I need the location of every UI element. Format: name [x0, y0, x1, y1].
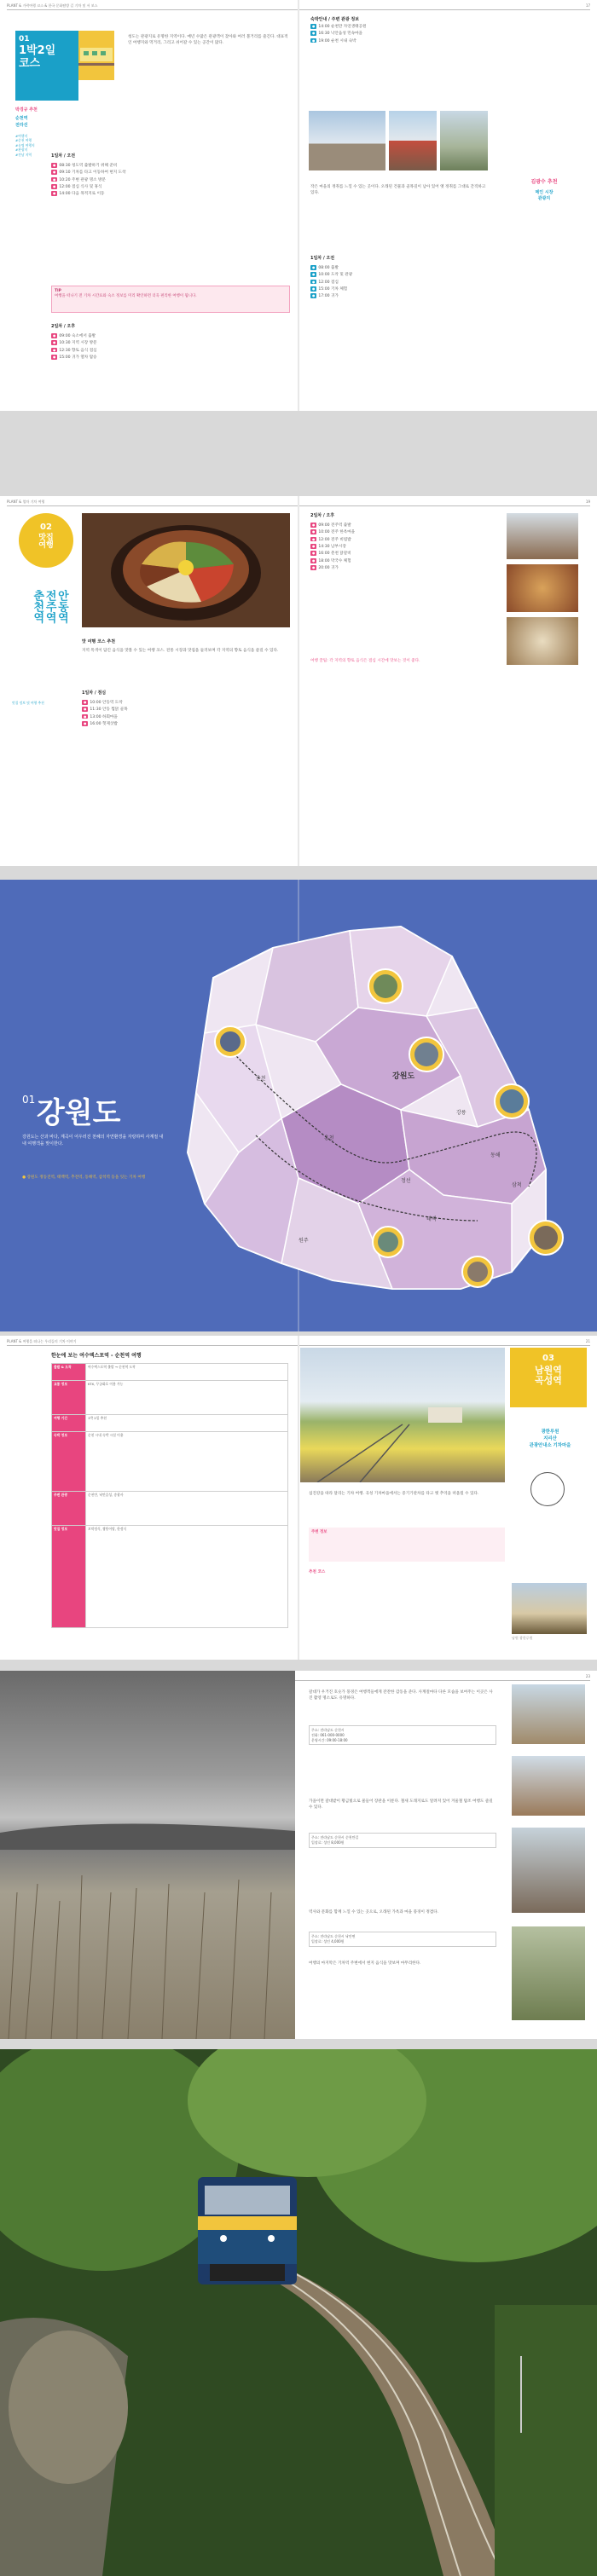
day1-title: 1일차 / 오전	[51, 153, 76, 159]
day1-section	[51, 153, 290, 199]
side-label-sub: 순천역 전라선	[15, 116, 28, 128]
village-photo	[440, 111, 488, 170]
course-title: 1박2일 코스	[19, 44, 56, 70]
tip-box	[51, 286, 290, 313]
time-badge: ●	[53, 191, 56, 196]
table-row: 숙박 정보 순천 시내 숙박 시설 이용	[52, 1432, 288, 1492]
region-desc: 강원도는 산과 바다, 계곡이 어우러진 천혜의 자연환경을 자랑하며 사계절 내내 여행객을 맞이한다.	[22, 1135, 164, 1146]
right-tip: 여행 꿀팁: 각 지역의 향토 음식은 점심 시간에 맛보는 것이 좋다.	[310, 659, 420, 663]
info-box-2: 주소: 전라남도 순천시 순천만길 입장료: 성인 8,000원	[309, 1833, 496, 1848]
table-row: 교통 정보 KTX, 무궁화호 이용 가능	[52, 1381, 288, 1415]
spread-4	[0, 1336, 597, 1660]
pavilion-photo	[512, 1583, 587, 1634]
map-label: 춘천	[256, 1076, 266, 1082]
time-badge: ●	[53, 176, 56, 182]
day2-title: 2일차 / 오후	[51, 324, 76, 329]
region-heading	[22, 1093, 120, 1135]
right-label-name: 김광수 추천	[530, 179, 558, 185]
spread-2	[0, 496, 597, 866]
timeline-row: ● 09:00 숙소에서 출발	[53, 332, 96, 338]
timeline-row: ● 10:20 주변 관광 명소 방문	[53, 176, 106, 182]
timeline-row: ● 08:30 청도역 출발하기 위해 준비	[53, 162, 118, 168]
course-title: 맛집 여행	[38, 533, 54, 551]
course-title: 남원역 곡성역	[535, 1364, 562, 1386]
timeline-row: ● 09:10 기차를 타고 이동하여 현지 도착	[53, 170, 126, 176]
info-table	[51, 1363, 288, 1628]
right-schedule: 1일차 / 오전 ● 08:00 출발 ● 10:00 도착 및 관광 ● 12:00 점심 ● 15:00 기차 체험 ● 17:00 귀가	[310, 256, 353, 299]
photo-caption: 남원 광한루원	[512, 1636, 533, 1640]
page-header: PLANT & 여행을 떠나는 우리들의 기차 이야기 21	[7, 1339, 590, 1346]
food-photo	[507, 564, 578, 612]
noodle-photo	[507, 617, 578, 665]
map-label: 정선	[401, 1178, 411, 1184]
spread-1	[0, 0, 597, 411]
body-4: 여행의 마지막은 기차역 주변에서 현지 음식을 맛보며 마무리한다.	[309, 1961, 421, 1966]
body-2: 가을이면 갈대밭이 황금빛으로 물들어 장관을 이룬다. 철새 도래지로도 알려져 있어 겨울철 탐조 여행도 즐길 수 있다.	[309, 1799, 493, 1811]
day1-section: 1일차 / 점심 ● 10:00 안동역 도착 ● 11:30 안동 찜닭 골목 ● 13:00 하회마을 ● 16:00 헛제삿밥	[82, 690, 128, 726]
map-label: 동해	[490, 1152, 501, 1158]
intro-text: 청도는 관광지로 유명한 지역이다. 매년 수많은 관광객이 찾아와 여러 볼거리를 즐긴다. 대표적인 여행지와 먹거리, 그리고 쉬어갈 수 있는 공간이 많다.	[128, 35, 288, 46]
course-body: 맛 여행 코스 추천 지역 특색이 담긴 음식을 맛볼 수 있는 여행 코스. 전통 시장과 맛집을 둘러보며 각 지역의 향토 음식을 즐길 수 있다.	[82, 639, 279, 653]
table-row: 여행 기간 1박 2일 추천	[52, 1415, 288, 1432]
side-tag: #여행지	[15, 133, 28, 138]
map-label: 원주	[298, 1238, 309, 1244]
market-photo	[389, 111, 437, 170]
course-circle	[19, 513, 73, 568]
region-route: ● 강원도 정동진역, 태백역, 추전역, 동해역, 삼척역 등을 잇는 기차 여행	[22, 1175, 146, 1180]
body-3: 역사와 문화를 함께 느낄 수 있는 곳으로, 오래된 가옥과 마을 풍경이 정겹다.	[309, 1910, 439, 1915]
table-row: 주변 관광 순천만, 낙안읍성, 송광사	[52, 1492, 288, 1526]
course-banner	[510, 1348, 587, 1407]
house-photo-2	[512, 1756, 585, 1816]
table-row: 맛집 정보 꼬막정식, 짱뚱어탕, 한정식	[52, 1526, 288, 1628]
right-sub: 추천 코스	[309, 1570, 326, 1574]
map-label: 강릉	[456, 1110, 467, 1116]
side-label-name: 박경규 추천	[15, 107, 38, 113]
gutter	[298, 0, 299, 411]
time-badge: ●	[53, 183, 56, 188]
trees-photo	[512, 1926, 585, 2020]
side-tag: #관광지	[15, 147, 28, 153]
info-box-1: 주소: 전라남도 순천시 전화: 061-000-0000 운영시간: 09:00-18:00	[309, 1725, 496, 1745]
page-header: PLANT & 열차 기차 여행 19	[7, 500, 590, 506]
spread-3-map	[0, 880, 597, 1331]
header-left-text: PLANT & 가락여행 코스 & 한국 문화탐방 길 기차 및 서 보스	[7, 3, 98, 8]
right-label	[510, 179, 578, 202]
rail-flowers-photo	[300, 1348, 505, 1482]
house-photo-3	[512, 1828, 585, 1913]
info-box: 주변 정보	[309, 1528, 505, 1562]
train-forest-photo	[0, 2049, 597, 2576]
timeline-row: ● 14:00 다음 목적지로 이동	[53, 191, 105, 197]
timeline-row: ● 15:00 귀가 열차 탑승	[53, 354, 97, 360]
right-label-sub: 메인 시장 관광지	[535, 189, 554, 201]
train-photo	[78, 31, 114, 80]
side-tag: #순천 여행	[15, 138, 32, 143]
stamp-icon	[530, 1472, 565, 1506]
info-box-3: 주소: 전라남도 순천시 낙안면 입장료: 성인 4,000원	[309, 1932, 496, 1947]
side-tag: #유명 여행지	[15, 142, 35, 147]
map-label: 홍천	[324, 1135, 334, 1141]
tip-text: 여행을 떠나기 전 기차 시간표와 숙소 정보를 미리 확인하면 더욱 편리한 여행이 됩니다.	[55, 294, 197, 299]
reed-lake-photo	[0, 1671, 295, 2039]
region-title: 강원도	[36, 1096, 121, 1130]
timeline-row: ● 10:30 지역 시장 방문	[53, 340, 97, 346]
body-1: 갈대가 우거진 호숫가 풍경은 여행객들에게 잔잔한 감동을 준다. 사계절마다 다른 모습을 보여주는 이곳은 사진 촬영 명소로도 유명하다.	[309, 1690, 493, 1701]
right-schedule: 2일차 / 오후 ● 09:00 전주역 출발 ● 10:00 전주 한옥마을 ● 12:00 전주 비빔밥 ● 14:30 남부시장 ● 16:00 춘천 닭갈비 ● 18:00 막국수 체험 ● 20:00 귀가	[310, 513, 356, 571]
course-number: 02	[40, 523, 52, 532]
spread-6-train-photo	[0, 2049, 597, 2576]
map-label: 태백	[426, 1216, 437, 1222]
page-number: 17	[585, 3, 590, 8]
house-photo-1	[512, 1684, 585, 1744]
tip-title: TIP	[55, 289, 61, 293]
page-header: 23	[7, 1674, 590, 1681]
side-tags	[15, 134, 41, 158]
timeline-row: ● 12:30 향토 음식 점심	[53, 347, 97, 353]
course-banner	[15, 31, 78, 101]
right-label: 광한루원 지리산 관광안내소 기차마을	[529, 1430, 571, 1448]
map-label: 삼척	[512, 1182, 522, 1188]
market-photo	[507, 513, 578, 559]
station-photo	[309, 111, 385, 170]
spread-5	[0, 1671, 597, 2039]
time-badge: ●	[53, 170, 56, 175]
map-label: 강원도	[392, 1072, 415, 1081]
vertical-title: 안동역 전주역 춘천역	[31, 590, 68, 623]
bibimbap-photo	[82, 513, 290, 627]
table-row: 출발 & 도착 여수엑스포역 출발 → 순천역 도착	[52, 1364, 288, 1381]
side-label	[15, 107, 41, 157]
table-title: 한눈에 보는 여수엑스포역 - 순천역 여행	[51, 1353, 142, 1359]
left-sidebar-note: 맛집 정보 및 여행 추천	[12, 701, 44, 705]
course-number: 03	[542, 1354, 554, 1363]
timeline-row: ● 12:00 점심 식사 및 휴식	[53, 183, 102, 189]
right-body: 섬진강을 따라 달리는 기차 여행. 곡성 기차마을에서는 증기기관차를 타고 옛 추억을 떠올릴 수 있다.	[309, 1492, 479, 1496]
time-badge: ●	[53, 162, 56, 167]
course-number: 01	[19, 35, 30, 43]
right-body: 작은 마을의 정취를 느낄 수 있는 곳이다. 오래된 건물과 골목길이 남아 있어 옛 정취를 그대로 간직하고 있다.	[310, 185, 486, 196]
day2-section	[51, 324, 290, 361]
region-number: 01	[22, 1094, 36, 1106]
side-tag: #전남 지역	[15, 152, 32, 157]
right-top-list: 숙박안내 / 주변 관광 정보 ● 14:00 순천만 자연생태공원 ● 16:30 낙안읍성 민속마을 ● 19:00 순천 시내 숙박	[310, 17, 367, 43]
